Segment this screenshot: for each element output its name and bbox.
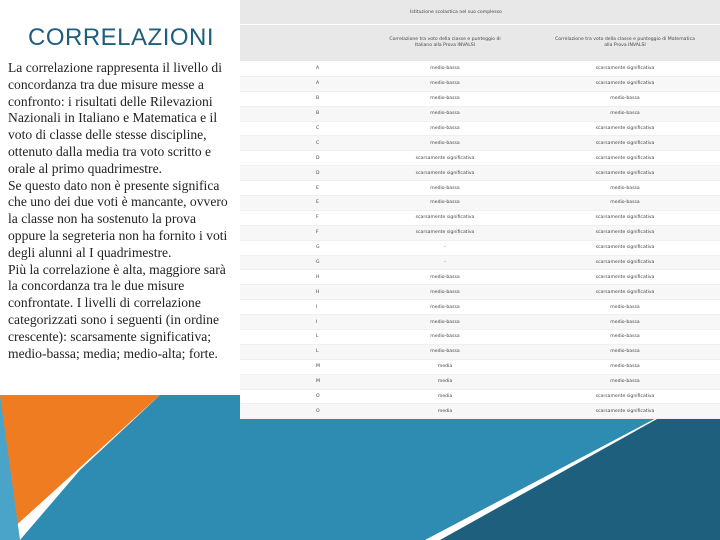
italiano-correlation-cell: medio-bassa	[360, 62, 530, 77]
table-row	[240, 240, 720, 255]
table-row	[240, 166, 720, 181]
class-cell: F	[240, 225, 360, 240]
class-cell: I	[240, 300, 360, 315]
matematica-correlation-cell: scarsamente significativa	[530, 225, 720, 240]
table-header-row	[240, 25, 720, 62]
slide-body-text	[8, 60, 236, 362]
matematica-correlation-cell: scarsamente significativa	[530, 136, 720, 151]
class-cell: F	[240, 210, 360, 225]
italiano-correlation-cell: medio-bassa	[360, 315, 530, 330]
matematica-correlation-cell: scarsamente significativa	[530, 240, 720, 255]
italiano-correlation-cell: medio-bassa	[360, 285, 530, 300]
class-cell: O	[240, 389, 360, 404]
italiano-correlation-cell: medio-bassa	[360, 196, 530, 211]
class-cell: L	[240, 330, 360, 345]
table-row	[240, 330, 720, 345]
italiano-correlation-cell: medio-bassa	[360, 270, 530, 285]
italiano-correlation-cell: -	[360, 255, 530, 270]
italiano-correlation-cell: scarsamente significativa	[360, 151, 530, 166]
matematica-correlation-cell: medio-bassa	[530, 315, 720, 330]
table-row	[240, 136, 720, 151]
class-cell: E	[240, 181, 360, 196]
matematica-correlation-cell: scarsamente significativa	[530, 285, 720, 300]
matematica-correlation-cell: medio-bassa	[530, 344, 720, 359]
italiano-correlation-cell: medio-bassa	[360, 76, 530, 91]
table-row	[240, 196, 720, 211]
matematica-correlation-cell: scarsamente significativa	[530, 151, 720, 166]
header-class	[240, 25, 360, 62]
header-italiano: Correlazione tra voto della classe e punteggio di Italiano alla Prova INVALSI	[360, 25, 530, 62]
italiano-correlation-cell: -	[360, 240, 530, 255]
table-row	[240, 285, 720, 300]
italiano-correlation-cell: scarsamente significativa	[360, 225, 530, 240]
italiano-correlation-cell: medio-bassa	[360, 106, 530, 121]
caption-spacer	[240, 0, 360, 25]
class-cell: M	[240, 359, 360, 374]
matematica-correlation-cell: scarsamente significativa	[530, 255, 720, 270]
italiano-correlation-cell: medio-bassa	[360, 121, 530, 136]
italiano-correlation-cell: media	[360, 374, 530, 389]
slide-title: CORRELAZIONI	[28, 24, 215, 51]
class-cell: A	[240, 62, 360, 77]
class-cell: B	[240, 106, 360, 121]
italiano-correlation-cell: medio-bassa	[360, 91, 530, 106]
class-cell: G	[240, 240, 360, 255]
table-row	[240, 62, 720, 77]
class-cell: I	[240, 315, 360, 330]
header-matematica: Correlazione tra voto della classe e punteggio di Matematica alla Prova INVALSI	[530, 25, 720, 62]
table-row	[240, 300, 720, 315]
correlation-table	[240, 0, 720, 419]
matematica-correlation-cell: medio-bassa	[530, 359, 720, 374]
table-row	[240, 151, 720, 166]
paragraph-missing-data: Se questo dato non è presente significa che uno dei due voti è mancante, ovvero la classe non ha sostenuto la prova oppure la segreteria non ha fornito i voti degli alunni al I quadrimestre.	[8, 177, 228, 260]
italiano-correlation-cell: medio-bassa	[360, 330, 530, 345]
table-row	[240, 255, 720, 270]
class-cell: D	[240, 166, 360, 181]
class-cell: D	[240, 151, 360, 166]
class-cell: C	[240, 121, 360, 136]
matematica-correlation-cell: medio-bassa	[530, 330, 720, 345]
class-cell: H	[240, 285, 360, 300]
class-cell: M	[240, 374, 360, 389]
matematica-correlation-cell: medio-bassa	[530, 196, 720, 211]
table-row	[240, 225, 720, 240]
matematica-correlation-cell: scarsamente significativa	[530, 210, 720, 225]
table-row	[240, 315, 720, 330]
matematica-correlation-cell: scarsamente significativa	[530, 166, 720, 181]
matematica-correlation-cell: medio-bassa	[530, 91, 720, 106]
paragraph-definition: La correlazione rappresenta il livello di concordanza tra due misure messe a confronto: i risultati delle Rilevazioni Nazionali in Italiano e Matematica e il voto di classe delle stesse discipline, ottenuto dalla media tra voto scritto e orale al primo quadrimestre.	[8, 60, 223, 176]
class-cell: C	[240, 136, 360, 151]
table-caption-row	[240, 0, 720, 25]
italiano-correlation-cell: scarsamente significativa	[360, 210, 530, 225]
table-row	[240, 344, 720, 359]
italiano-correlation-cell: medio-bassa	[360, 136, 530, 151]
correlation-table-container	[240, 0, 720, 414]
matematica-correlation-cell: scarsamente significativa	[530, 404, 720, 419]
matematica-correlation-cell: scarsamente significativa	[530, 121, 720, 136]
matematica-correlation-cell: medio-bassa	[530, 300, 720, 315]
table-row	[240, 181, 720, 196]
class-cell: E	[240, 196, 360, 211]
table-row	[240, 76, 720, 91]
matematica-correlation-cell: scarsamente significativa	[530, 62, 720, 77]
class-cell: L	[240, 344, 360, 359]
matematica-correlation-cell: medio-bassa	[530, 181, 720, 196]
italiano-correlation-cell: medio-bassa	[360, 300, 530, 315]
table-row	[240, 91, 720, 106]
table-row	[240, 389, 720, 404]
table-row	[240, 374, 720, 389]
italiano-correlation-cell: media	[360, 404, 530, 419]
table-row	[240, 359, 720, 374]
matematica-correlation-cell: medio-bassa	[530, 106, 720, 121]
class-cell: H	[240, 270, 360, 285]
class-cell: B	[240, 91, 360, 106]
matematica-correlation-cell: scarsamente significativa	[530, 389, 720, 404]
paragraph-levels: Più la correlazione è alta, maggiore sarà la concordanza tra le due misure confrontate. I livelli di correlazione categorizzati sono i seguenti (in ordine crescente): scarsamente significativa; medio-bassa; media; medio-alta; forte.	[8, 261, 226, 361]
class-cell: A	[240, 76, 360, 91]
italiano-correlation-cell: media	[360, 359, 530, 374]
matematica-correlation-cell: medio-bassa	[530, 374, 720, 389]
table-row	[240, 210, 720, 225]
table-row	[240, 404, 720, 419]
matematica-correlation-cell: scarsamente significativa	[530, 76, 720, 91]
table-row	[240, 106, 720, 121]
italiano-correlation-cell: medio-bassa	[360, 344, 530, 359]
italiano-correlation-cell: medio-bassa	[360, 181, 530, 196]
class-cell: G	[240, 255, 360, 270]
class-cell: O	[240, 404, 360, 419]
table-row	[240, 270, 720, 285]
table-caption: Istituzione scolastica nel suo complesso	[360, 0, 720, 25]
italiano-correlation-cell: media	[360, 389, 530, 404]
italiano-correlation-cell: scarsamente significativa	[360, 166, 530, 181]
matematica-correlation-cell: scarsamente significativa	[530, 270, 720, 285]
table-row	[240, 121, 720, 136]
